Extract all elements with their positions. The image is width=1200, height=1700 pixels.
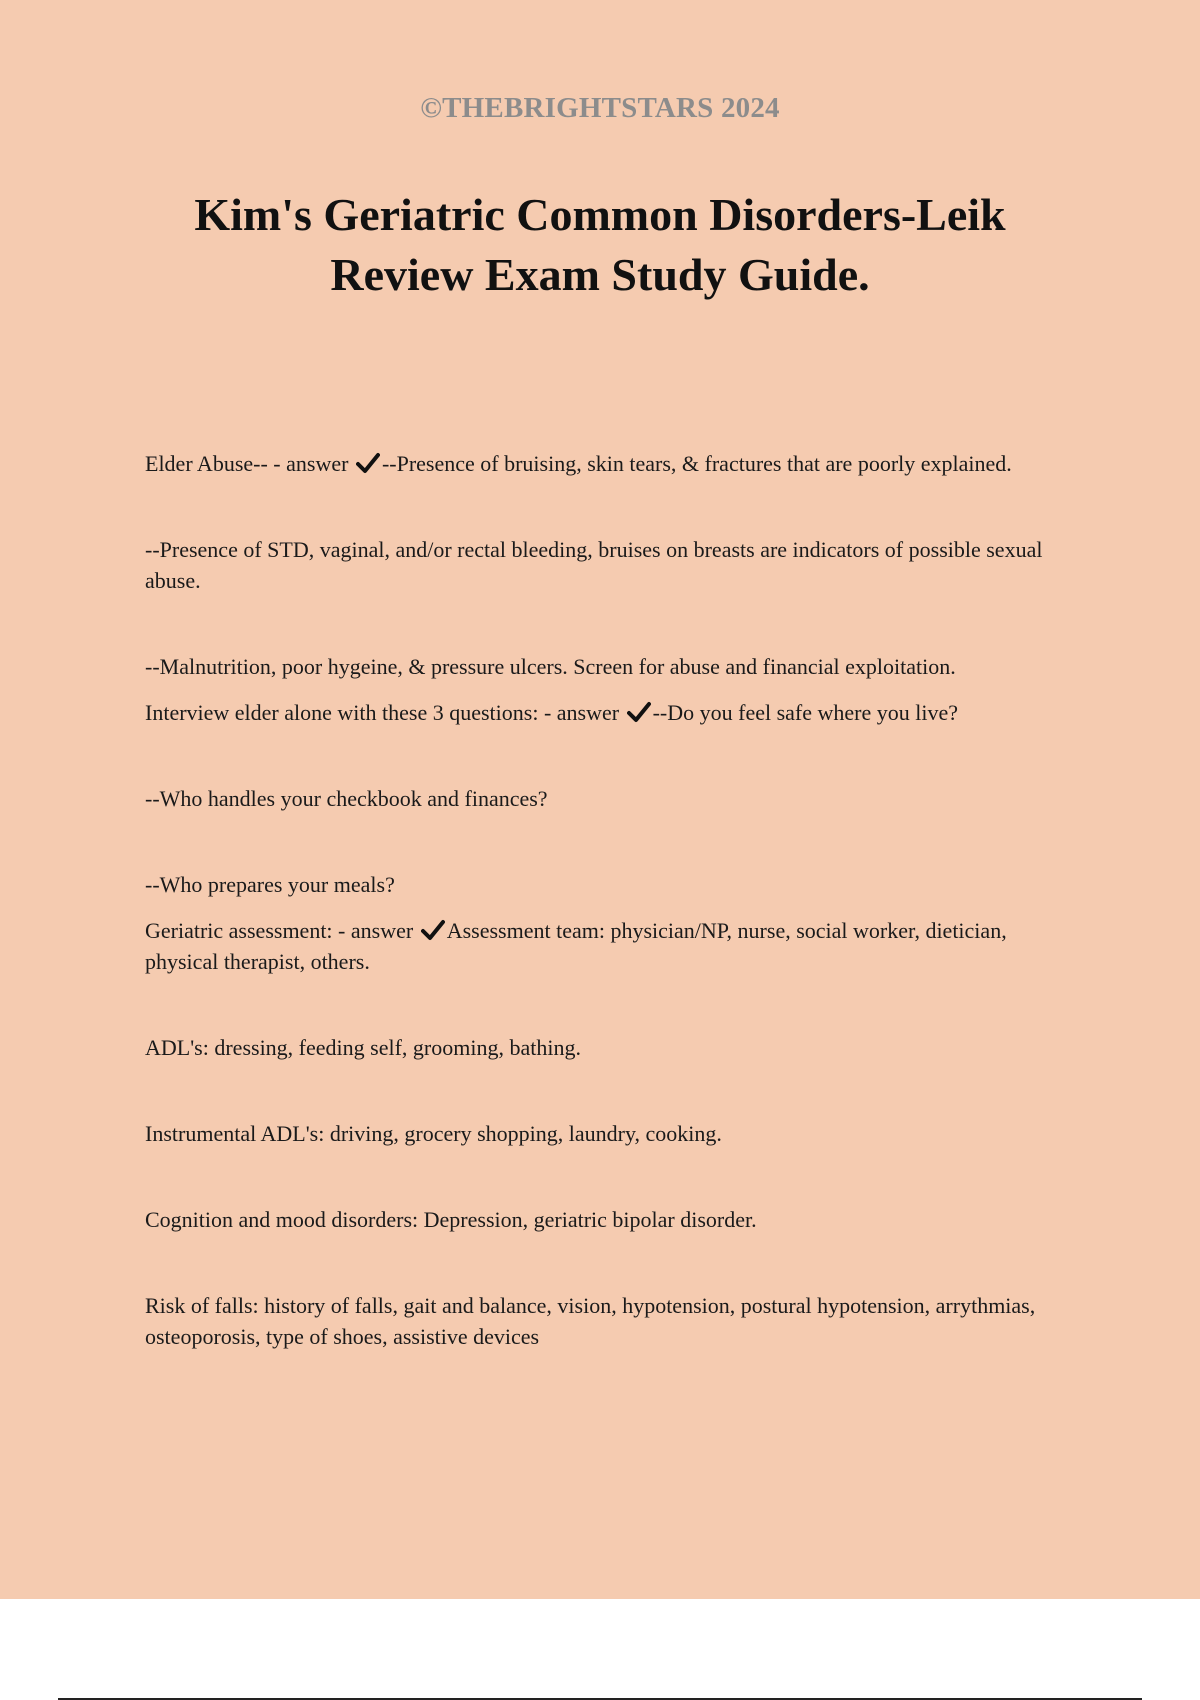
geriatric-assessment-question: Geriatric assessment: - answer <box>145 918 414 943</box>
geriatric-assessment-answer: Assessment team: physician/NP, nurse, social worker, dietician, physical therapist, others. <box>145 918 1007 974</box>
check-icon <box>627 701 651 723</box>
meals-paragraph: --Who prepares your meals? <box>145 872 395 897</box>
document-body <box>145 448 1075 1352</box>
cognition-paragraph: Cognition and mood disorders: Depression, geriatric bipolar disorder. <box>145 1207 757 1232</box>
title-line-1: Kim's Geriatric Common Disorders-Leik <box>194 189 1006 240</box>
malnutrition-paragraph: --Malnutrition, poor hygeine, & pressure ulcers. Screen for abuse and financial exploitation. <box>145 654 956 679</box>
geriatric-assessment-entry <box>145 915 1075 977</box>
elder-abuse-question: Elder Abuse-- - answer <box>145 451 349 476</box>
document-title <box>100 185 1100 305</box>
title-line-2: Review Exam Study Guide. <box>330 249 870 300</box>
elder-abuse-entry <box>145 448 1075 479</box>
check-icon <box>356 452 380 474</box>
elder-abuse-answer: --Presence of bruising, skin tears, & fractures that are poorly explained. <box>381 451 1012 476</box>
instrumental-adls-paragraph: Instrumental ADL's: driving, grocery shopping, laundry, cooking. <box>145 1121 722 1146</box>
falls-paragraph: Risk of falls: history of falls, gait and balance, vision, hypotension, postural hypotension, arrythmias, osteoporosis, type of shoes, assistive devices <box>145 1293 1036 1349</box>
std-paragraph: --Presence of STD, vaginal, and/or rectal bleeding, bruises on breasts are indicators of possible sexual abuse. <box>145 537 1043 593</box>
interview-question: Interview elder alone with these 3 questions: - answer <box>145 700 620 725</box>
check-icon <box>421 919 445 941</box>
interview-answer: --Do you feel safe where you live? <box>652 700 958 725</box>
copyright-watermark: ©THEBRIGHTSTARS 2024 <box>420 92 780 124</box>
checkbook-paragraph: --Who handles your checkbook and finances? <box>145 786 548 811</box>
interview-entry <box>145 697 1075 728</box>
adls-paragraph: ADL's: dressing, feeding self, grooming, bathing. <box>145 1035 581 1060</box>
